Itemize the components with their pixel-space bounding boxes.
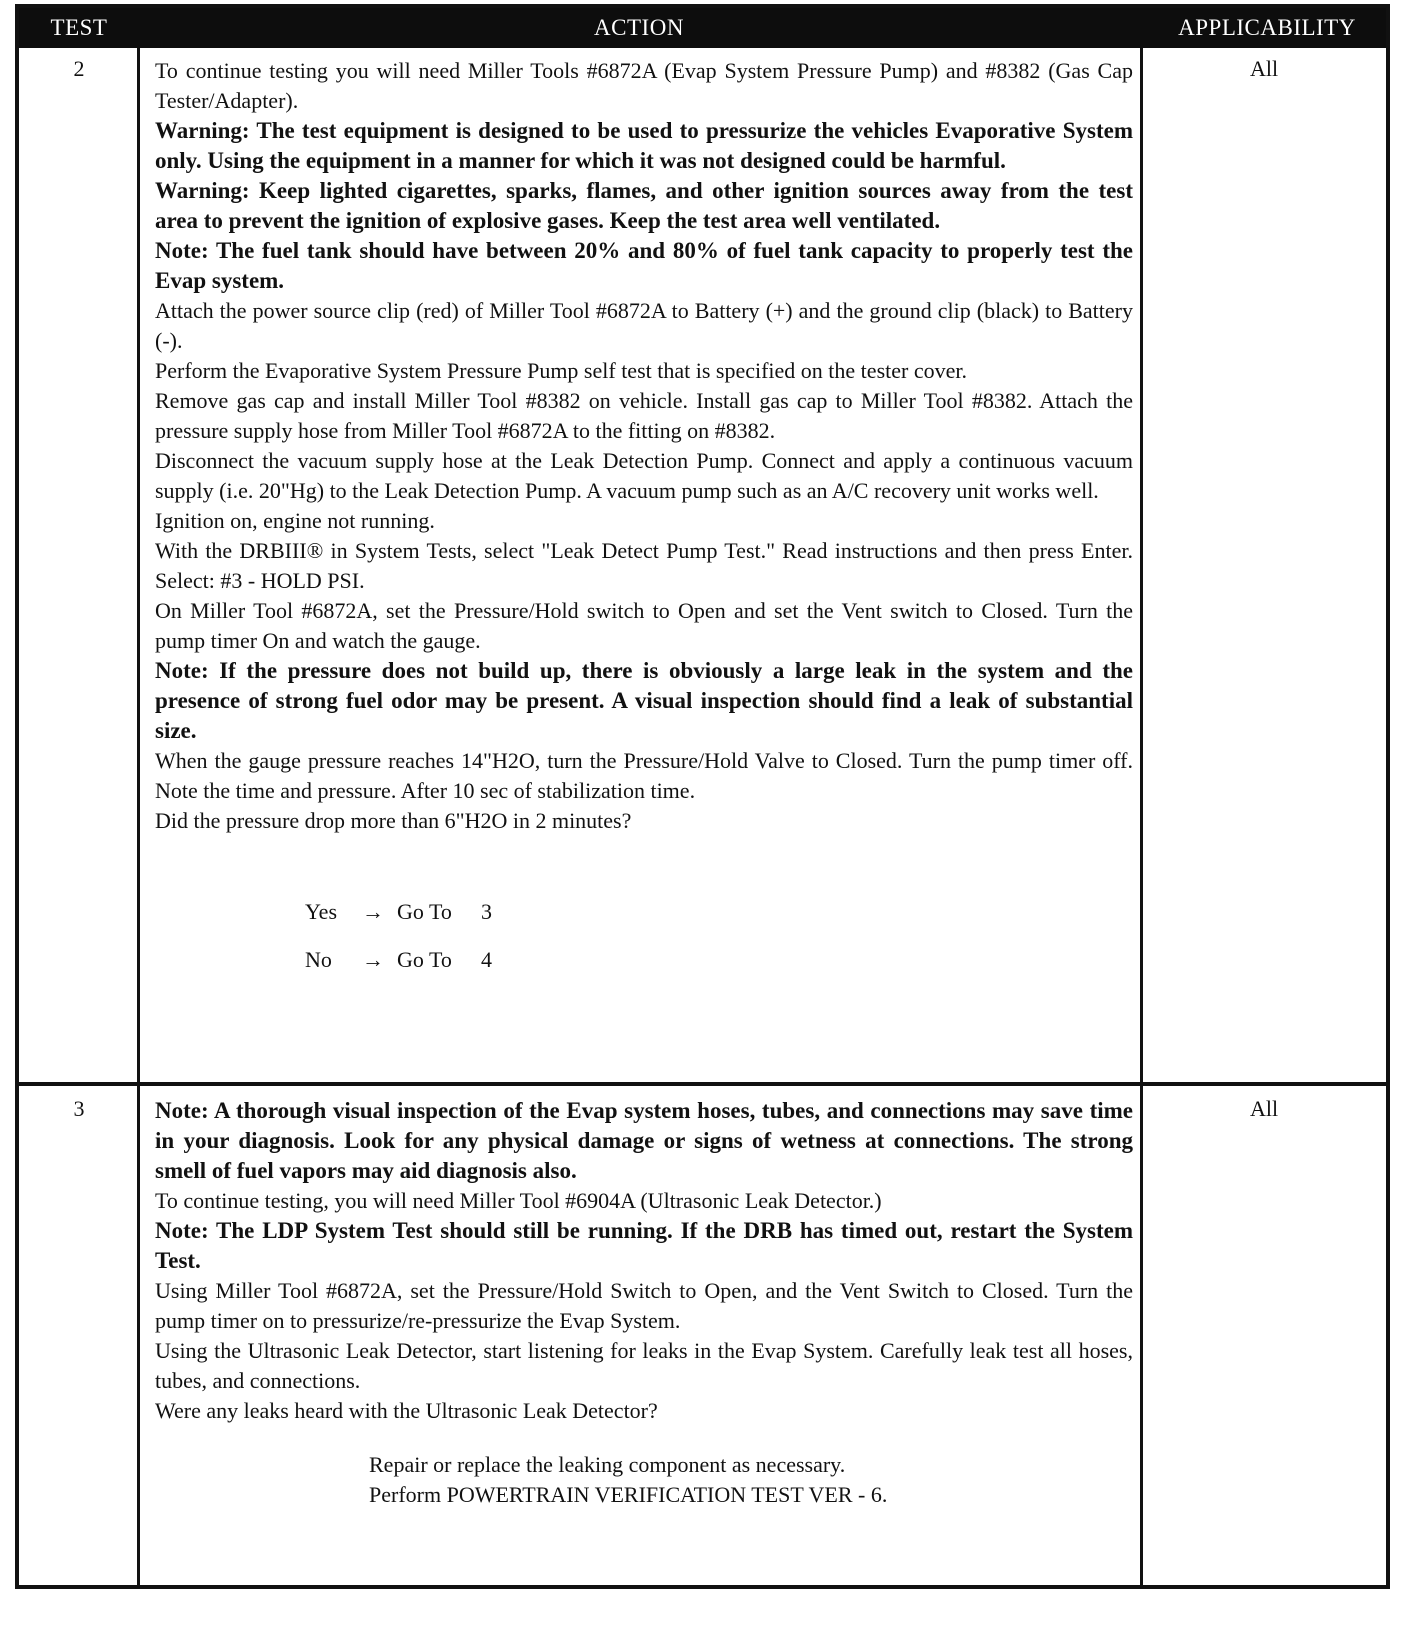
action-paragraph: Disconnect the vacuum supply hose at the Leak Detection Pump. Connect and apply a continuous vacuum supply (i.e. 20"Hg) to the Leak Detection Pump. A vacuum pump such as an A/C recovery unit works well.: [155, 448, 1133, 503]
note-paragraph: Note: If the pressure does not build up, there is obviously a large leak in the system and the presence of strong fuel odor may be present. A visual inspection should find a leak of substantial size.: [155, 658, 1133, 743]
arrow-icon: →: [362, 947, 384, 972]
action-paragraph: Ignition on, engine not running.: [155, 508, 435, 533]
action-cell: [155, 1096, 1133, 1510]
result-line: Perform POWERTRAIN VERIFICATION TEST VER - 6.: [369, 1482, 888, 1507]
applicability-value: All: [1249, 56, 1279, 81]
goto-label: Go To: [397, 947, 452, 972]
note-paragraph: Note: A thorough visual inspection of the Evap system hoses, tubes, and connections may save time in your diagnosis. Look for any physical damage or signs of wetness at connections. The strong smell of fuel vapors may aid diagnosis also.: [155, 1098, 1133, 1183]
table-header: [19, 8, 1386, 48]
action-cell: [155, 56, 1133, 972]
choice-yes: [261, 840, 1133, 924]
action-paragraph: Perform the Evaporative System Pressure Pump self test that is specified on the tester cover.: [155, 358, 967, 383]
action-paragraph: When the gauge pressure reaches 14"H2O, turn the Pressure/Hold Valve to Closed. Turn the pump timer off. Note the time and pressure. After 10 sec of stabilization time.: [155, 748, 1133, 803]
result-line: Repair or replace the leaking component as necessary.: [369, 1452, 846, 1477]
note-paragraph: Note: The LDP System Test should still be running. If the DRB has timed out, restart the System Test.: [155, 1218, 1133, 1273]
arrow-icon: →: [362, 899, 384, 924]
action-paragraph: To continue testing you will need Miller Tools #6872A (Evap System Pressure Pump) and #8382 (Gas Cap Tester/Adapter).: [155, 58, 1133, 113]
warning-paragraph: Warning: The test equipment is designed to be used to pressurize the vehicles Evaporative System only. Using the equipment in a manner for which it was not designed could be harmful.: [155, 118, 1133, 173]
test-number: 2: [73, 56, 85, 81]
table-row: [19, 48, 1386, 1082]
action-paragraph: Attach the power source clip (red) of Miller Tool #6872A to Battery (+) and the ground clip (black) to Battery (-).: [155, 298, 1133, 353]
applicability-value: All: [1249, 1096, 1279, 1121]
action-paragraph: Using the Ultrasonic Leak Detector, start listening for leaks in the Evap System. Carefully leak test all hoses, tubes, and connections.: [155, 1338, 1133, 1393]
diagnostic-table: [15, 4, 1390, 1589]
test-number: 3: [73, 1096, 85, 1121]
goto-target: 4: [481, 947, 492, 972]
action-paragraph: Using Miller Tool #6872A, set the Pressure/Hold Switch to Open, and the Vent Switch to Closed. Turn the pump timer on to pressurize/re-pressurize the Evap System.: [155, 1278, 1133, 1333]
action-paragraph: To continue testing, you will need Miller Tool #6904A (Ultrasonic Leak Detector.): [155, 1188, 882, 1213]
choice-answer: No: [305, 947, 332, 972]
choice-answer: Yes: [305, 899, 338, 924]
action-paragraph: With the DRBIII® in System Tests, select "Leak Detect Pump Test." Read instructions and then press Enter. Select: #3 - HOLD PSI.: [155, 538, 1133, 593]
header-action: ACTION: [594, 15, 684, 40]
table-row: [19, 1086, 1386, 1586]
question-paragraph: Were any leaks heard with the Ultrasonic Leak Detector?: [155, 1398, 658, 1423]
note-paragraph: Note: The fuel tank should have between 20% and 80% of fuel tank capacity to properly test the Evap system.: [155, 238, 1133, 293]
action-paragraph: On Miller Tool #6872A, set the Pressure/Hold switch to Open and set the Vent switch to Closed. Turn the pump timer On and watch the gauge.: [155, 598, 1133, 653]
action-paragraph: Remove gas cap and install Miller Tool #8382 on vehicle. Install gas cap to Miller Tool #8382. Attach the pressure supply hose from Miller Tool #6872A to the fitting on #8382.: [155, 388, 1133, 443]
goto-target: 3: [481, 899, 492, 924]
goto-label: Go To: [397, 899, 452, 924]
header-test: TEST: [50, 15, 108, 40]
question-paragraph: Did the pressure drop more than 6"H2O in 2 minutes?: [155, 808, 632, 833]
warning-paragraph: Warning: Keep lighted cigarettes, sparks, flames, and other ignition sources away from the test area to prevent the ignition of explosive gases. Keep the test area well ventilated.: [155, 178, 1133, 233]
header-applicability: APPLICABILITY: [1178, 15, 1356, 40]
